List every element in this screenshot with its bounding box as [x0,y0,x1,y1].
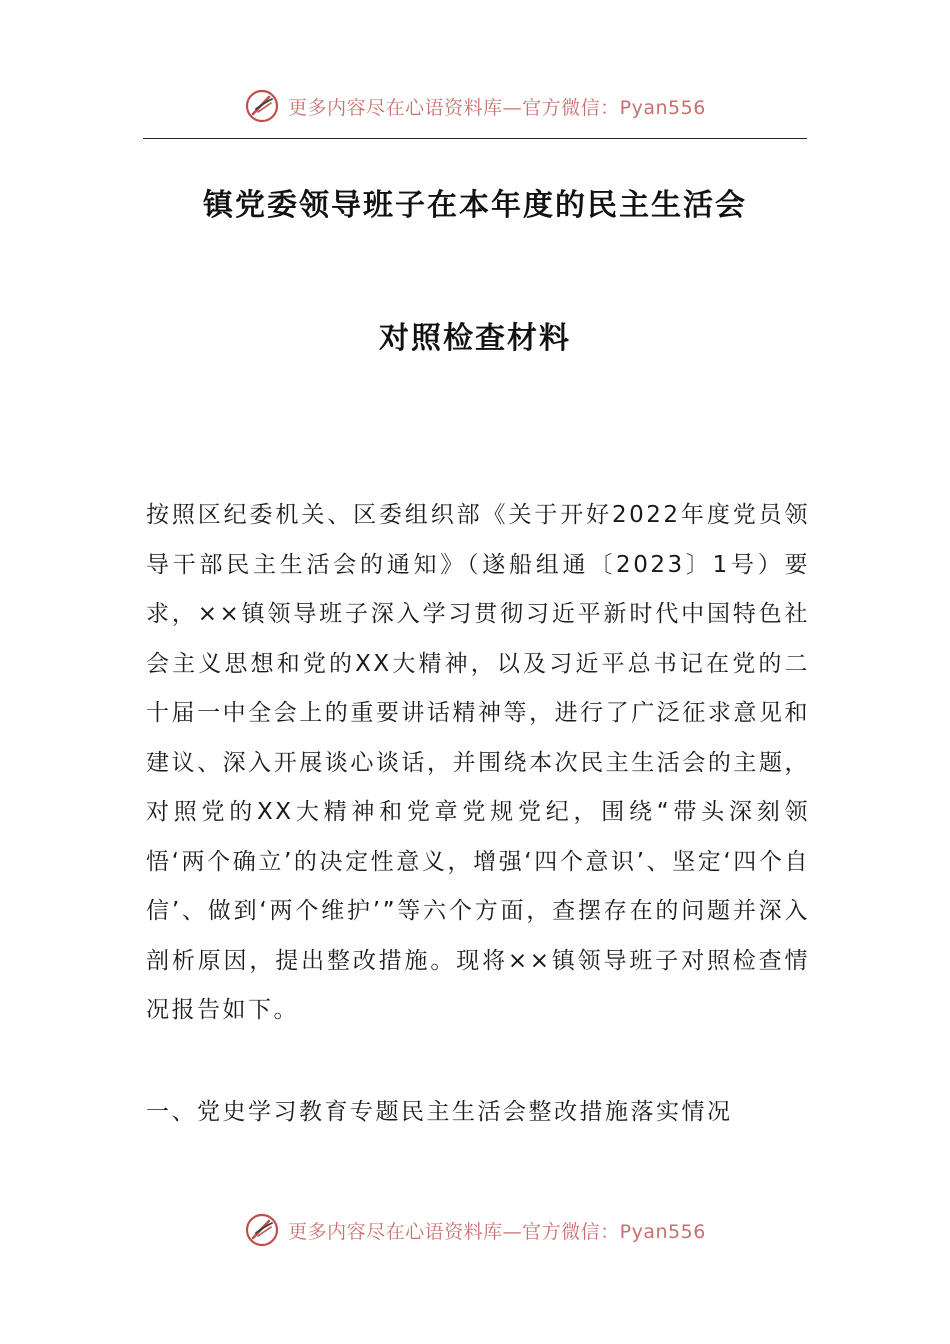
quill-logo-icon [244,88,280,124]
section-heading: 一、党史学习教育专题民主生活会整改措施落实情况 [146,1099,733,1125]
footer-watermark [0,1208,950,1252]
watermark-wechat-id: Pyan556 [619,96,706,119]
watermark-wechat-id: Pyan556 [619,1220,706,1243]
quill-logo-icon [244,1212,280,1248]
watermark-text: 更多内容尽在心语资料库—官方微信：Pyan556 [288,1220,706,1243]
document-title-line-2: 对照检查材料 [379,321,571,356]
document-title-line-1: 镇党委领导班子在本年度的民主生活会 [203,188,747,223]
header-watermark [0,84,950,128]
header-divider [143,138,807,139]
watermark-text: 更多内容尽在心语资料库—官方微信：Pyan556 [288,96,706,119]
body-paragraph: 按照区纪委机关、区委组织部《关于开好2022年度党员领导干部民主生活会的通知》（遂船组通〔2023〕1号）要求，××镇领导班子深入学习贯彻习近平新时代中国特色社会主义思想和党的XX大精神，以及习近平总书记在党的二十届一中全会上的重要讲话精神等，进行了广泛征求意见和建议、深入开展谈心谈话，并围绕本次民主生活会的主题，对照党的XX大精神和党章党规党纪，围绕“带头深刻领悟‘两个确立’的决定性意义，增强‘四个意识’、坚定‘四个自信’、做到‘两个维护’”等六个方面，查摆存在的问题并深入剖析原因，提出整改措施。现将××镇领导班子对照检查情况报告如下。 [146,502,810,1023]
